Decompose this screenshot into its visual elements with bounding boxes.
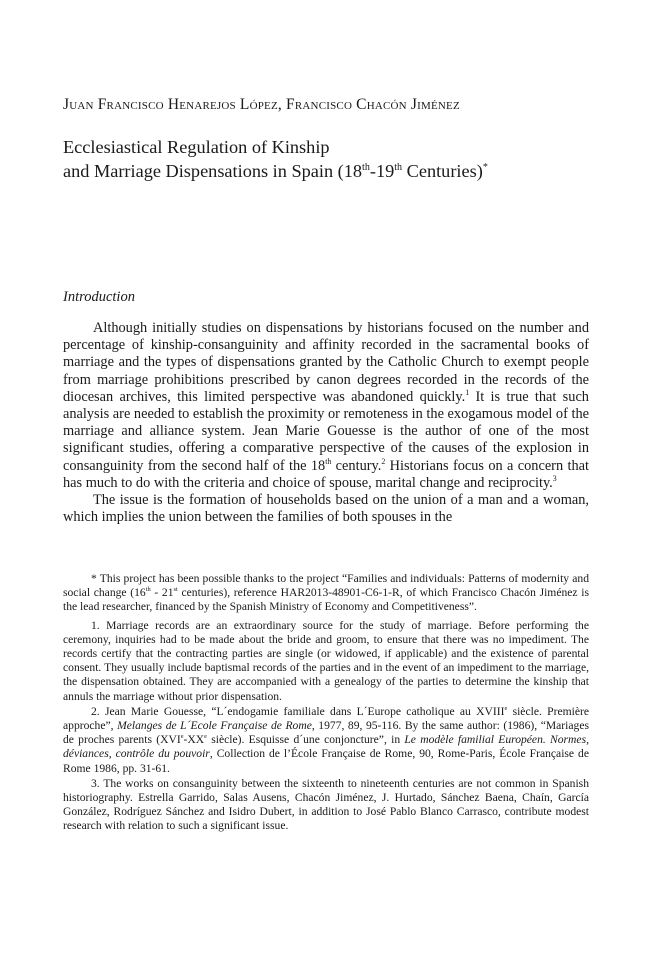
body-text [63, 320, 589, 526]
footnote-ref-1: 1 [465, 388, 470, 398]
paragraph-1: Although initially studies on dispensations by historians focused on the number and percentage of kinship-consanguinity and affinity recorded in the sacramental books of marriage and the types of dispensations granted by the Catholic Church to exempt people from marriage prohibitions prescribed by canon degrees recorded in the records of the diocesan archives, this limited perspective was abandoned quickly.$^1$ It is true that such analysis are needed to establish the proximity or remoteness in the exogamous model of the marriage and alliance system. Jean Marie Gouesse is the author of one of the most significant studies, offering a comparative perspective of the causes of the explosion in consanguinity from the second half of the 18th century.$^2$ Historians focus on a concern that has much to do with the criteria and choice of spouse, marital change and reciprocity.$^3$ [63, 320, 589, 491]
footnotes [63, 572, 589, 835]
footnote-ref-2: 2 [381, 456, 386, 466]
title-footnote-star: * [482, 161, 488, 173]
title-line-1: Ecclesiastical Regulation of Kinship [63, 137, 330, 157]
footnote-ref-3: 3 [552, 474, 557, 484]
authors: Juan Francisco Henarejos López, Francisco Chacón Jiménez [63, 96, 460, 113]
footnote-2: 2. Jean Marie Gouesse, “L´endogamie familiale dans L´Europe catholique au XVIIIe siècle. Première approche”, Melanges de L´Ecole Française de Rome, 1977, 89, 95-116. By the same author: (1986), “Mariages de proches parents (XVIe-XXe siècle). Esquisse d´une conjoncture”, in Le modèle familial Européen. Normes, déviances, contrôle du pouvoir, Collection de l’École Française de Rome, 90, Rome-Paris, École Française de Rome 1986, pp. 31-61. [63, 704, 589, 775]
paragraph-2: The issue is the formation of households based on the union of a man and a woman, which implies the union between the families of both spouses in the [63, 492, 589, 526]
acknowledgement-note: * This project has been possible thanks to the project “Families and individuals: Patterns of modernity and social change (16th - 21st centuries), reference HAR2013-48901-C6-1-R, of which Francisco Chacón Jiménez is the lead researcher, financed by the Spanish Ministry of Economy and Competitiveness”. [63, 572, 589, 614]
footnote-3: 3. The works on consanguinity between the sixteenth to nineteenth centuries are not common in Spanish historiography. Estrella Garrido, Salas Ausens, Chacón Jiménez, J. Hurtado, Sánchez Baena, Chaín, García González, Rodríguez Sánchez and Isidro Dubert, in addition to José Pablo Blanco Carrasco, contribute modest research with relation to such a significant issue. [63, 776, 589, 833]
footnote-1: 1. Marriage records are an extraordinary source for the study of marriage. Before performing the ceremony, inquiries had to be made about the bride and groom, to ensure that there was no impediment. The records certify that the contracting parties are single (or widowed, if applicable) and the existence of parental consent. They usually include baptismal records of the parties and in the event of an impediment to the marriage, the dispensation obtained. They are accompanied with a genealogy of the parties to determine the kinship that annuls the marriage without prior dispensation. [63, 618, 589, 703]
article-title [63, 135, 603, 183]
title-line-2: and Marriage Dispensations in Spain (18th-19th Centuries)* [63, 161, 488, 181]
section-heading: Introduction [63, 289, 135, 305]
